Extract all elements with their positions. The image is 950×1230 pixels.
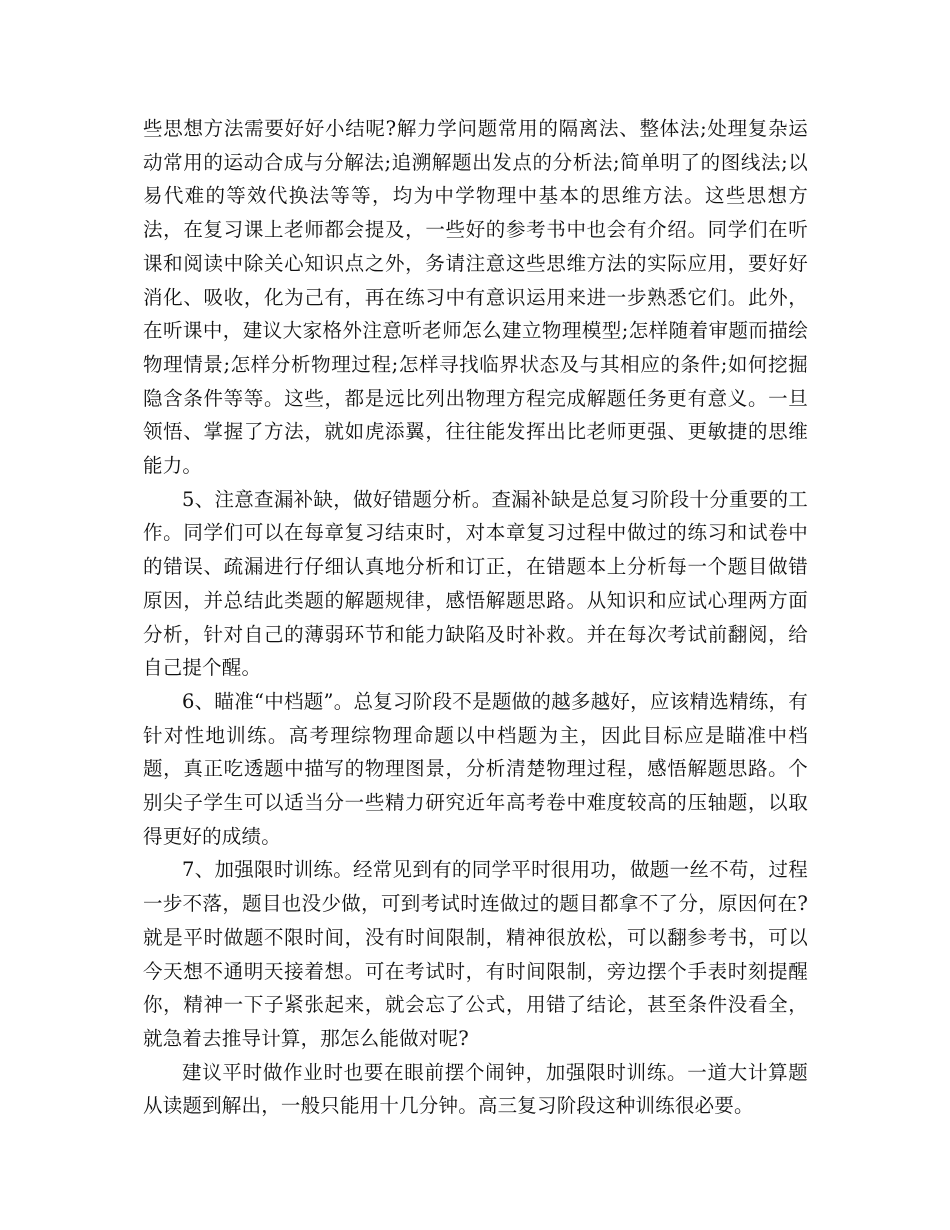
paragraph-medium-questions: 6、瞄准“中档题”。总复习阶段不是题做的越多越好，应该精选精练，有针对性地训练。高考理综物理命题以中档题为主，因此目标应是瞄准中档题，真正吃透题中描写的物理图景，分析清楚物理过程，感悟解题思路。个别尖子学生可以适当分一些精力研究近年高考卷中难度较高的压轴题，以取得更好的成绩。 [143,689,808,848]
paragraph-alarm-clock-advice: 建议平时做作业时也要在眼前摆个闹钟，加强限时训练。一道大计算题从读题到解出，一般只能用十几分钟。高三复习阶段这种训练很必要。 [143,1060,808,1118]
paragraph-error-analysis: 5、注意查漏补缺，做好错题分析。查漏补缺是总复习阶段十分重要的工作。同学们可以在每章复习结束时，对本章复习过程中做过的练习和试卷中的错误、疏漏进行仔细认真地分析和订正，在错题本上分析每一个题目做错原因，并总结此类题的解题规律，感悟解题思路。从知识和应试心理两方面分析，针对自己的薄弱环节和能力缺陷及时补救。并在每次考试前翻阅，给自己提个醒。 [143,487,808,680]
paragraph-timed-training: 7、加强限时训练。经常见到有的同学平时很用功，做题一丝不苟，过程一步不落，题目也没少做，可到考试时连做过的题目都拿不了分，原因何在?就是平时做题不限时间，没有时间限制，精神很放松，可以翻参考书，可以今天想不通明天接着想。可在考试时，有时间限制，旁边摆个手表时刻提醒你，精神一下子紧张起来，就会忘了公式，用错了结论，甚至条件没看全，就急着去推导计算，那怎么能做对呢? [143,858,808,1050]
document-body [143,112,808,1123]
paragraph-thinking-methods: 些思想方法需要好好小结呢?解力学问题常用的隔离法、整体法;处理复杂运动常用的运动合成与分解法;追溯解题出发点的分析法;简单明了的图线法;以易代难的等效代换法等等，均为中学物理中基本的思维方法。这些思想方法，在复习课上老师都会提及，一些好的参考书中也会有介绍。同学们在听课和阅读中除关心知识点之外，务请注意这些思维方法的实际应用，要好好消化、吸收，化为己有，再在练习中有意识运用来进一步熟悉它们。此外，在听课中，建议大家格外注意听老师怎么建立物理模型;怎样随着审题而描绘物理情景;怎样分析物理过程;怎样寻找临界状态及与其相应的条件;如何挖掘隐含条件等等。这些，都是远比列出物理方程完成解题任务更有意义。一旦领悟、掌握了方法，就如虎添翼，往往能发挥出比老师更强、更敏捷的思维能力。 [143,117,808,478]
